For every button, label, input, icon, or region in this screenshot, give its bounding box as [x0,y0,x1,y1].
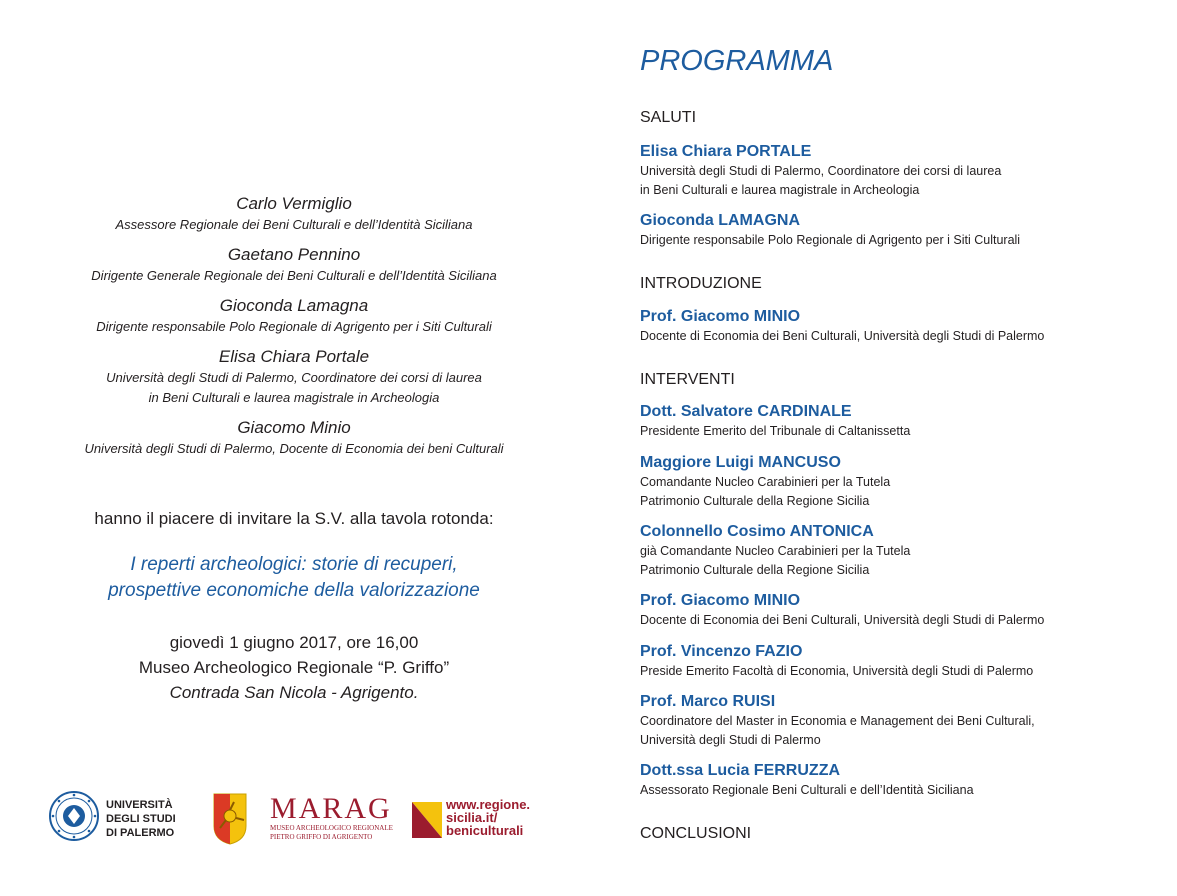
marag-subtitle-line: MUSEO ARCHEOLOGICO REGIONALE [270,824,393,832]
unipa-line: DEGLI STUDI [106,813,176,825]
invitation-panel [0,0,588,896]
marag-wordmark: MARAG [270,792,392,825]
speaker-name: Prof. Marco RUISI [640,693,776,710]
marag-subtitle-line: PIETRO GRIFFO DI AGRIGENTO [270,833,373,841]
host-entry [0,346,588,408]
speaker-role: Università degli Studi di Palermo, Coordinatore dei corsi di laurea [640,164,1002,178]
url-line: sicilia.it/ [446,810,498,825]
speaker-name: Gioconda LAMAGNA [640,212,800,229]
event-title-line: prospettive economiche della valorizzazione [108,580,480,601]
speaker-name: Maggiore Luigi MANCUSO [640,454,841,471]
sponsor-logos [48,790,548,850]
host-role: Università degli Studi di Palermo, Coordinatore dei corsi di laurea [106,370,482,385]
host-name: Giacomo Minio [237,418,351,437]
host-name: Elisa Chiara Portale [218,347,370,366]
marag-logo [270,790,393,846]
speaker-entry [640,761,1160,800]
host-entry [0,417,588,459]
speaker-role: Università degli Studi di Palermo [640,733,821,747]
speaker-entry [640,692,1160,750]
host-entry [0,244,588,286]
beniculturali-logo [410,790,550,846]
host-role: Assessore Regionale dei Beni Culturali e dell’Identità Siciliana [115,217,473,232]
invite-text: hanno il piacere di invitare la S.V. alla tavola rotonda: [94,509,494,528]
speaker-entry [640,142,1160,200]
unipa-line: UNIVERSITÀ [106,799,173,811]
speaker-role: già Comandante Nucleo Carabinieri per la Tutela [640,544,911,558]
beniculturali-flag-icon [410,800,444,840]
unipa-name [106,798,176,840]
event-venue: Museo Archeologico Regionale “P. Griffo” [138,658,450,677]
event-title-line: I reperti archeologici: storie di recuperi, [130,554,458,575]
speaker-entry [640,642,1160,681]
speaker-entry [640,453,1160,511]
section-conclusioni: CONCLUSIONI [640,825,752,842]
speaker-name: Prof. Vincenzo FAZIO [640,643,803,660]
speaker-entry [640,307,1160,346]
speaker-role: Comandante Nucleo Carabinieri per la Tutela [640,475,891,489]
speaker-entry [640,591,1160,630]
speaker-role: Docente di Economia dei Beni Culturali, Università degli Studi di Palermo [640,613,1045,627]
event-place: Contrada San Nicola - Agrigento. [169,683,419,702]
speaker-role: Dirigente responsabile Polo Regionale di Agrigento per i Siti Culturali [640,233,1021,247]
speaker-role: Patrimonio Culturale della Regione Sicilia [640,563,870,577]
host-name: Gaetano Pennino [227,245,361,264]
speaker-role: Patrimonio Culturale della Regione Sicilia [640,494,870,508]
section-saluti: SALUTI [640,109,697,126]
url-line: www.regione. [446,797,531,812]
programma-title: PROGRAMMA [640,45,834,77]
speaker-name: Prof. Giacomo MINIO [640,308,801,325]
unipa-line: DI PALERMO [106,827,175,839]
host-name: Carlo Vermiglio [236,194,352,213]
event-date: giovedì 1 giugno 2017, ore 16,00 [169,633,419,652]
beniculturali-url [446,798,530,837]
host-role: Università degli Studi di Palermo, Docente di Economia dei beni Culturali [84,441,504,456]
event-title [0,552,588,604]
unipa-seal-icon [48,790,100,842]
marag-subtitle [270,824,393,842]
speaker-role: Docente di Economia dei Beni Culturali, Università degli Studi di Palermo [640,329,1045,343]
host-role: Dirigente Generale Regionale dei Beni Culturali e dell’Identità Siciliana [91,268,497,283]
speaker-role: Presidente Emerito del Tribunale di Caltanissetta [640,424,911,438]
speaker-entry [640,211,1160,250]
event-details [0,630,588,705]
speaker-name: Dott.ssa Lucia FERRUZZA [640,762,841,779]
speaker-role: Assessorato Regionale Beni Culturali e dell’Identità Siciliana [640,783,974,797]
speaker-entry [640,522,1160,580]
unipa-logo [48,790,188,846]
speaker-role: Coordinatore del Master in Economia e Management dei Beni Culturali, [640,714,1035,728]
speaker-role: in Beni Culturali e laurea magistrale in Archeologia [640,183,920,197]
section-interventi: INTERVENTI [640,371,735,388]
speaker-name: Colonnello Cosimo ANTONICA [640,523,874,540]
speaker-name: Prof. Giacomo MINIO [640,592,801,609]
speaker-entry [640,402,1160,441]
host-entry [0,193,588,235]
host-list [0,193,588,468]
trinacria-icon [210,790,250,846]
host-role: Dirigente responsabile Polo Regionale di Agrigento per i Siti Culturali [96,319,492,334]
regione-sicilia-crest [210,790,250,846]
speaker-role: Preside Emerito Facoltà di Economia, Università degli Studi di Palermo [640,664,1034,678]
host-role: in Beni Culturali e laurea magistrale in Archeologia [148,390,440,405]
host-name: Gioconda Lamagna [219,296,369,315]
host-entry [0,295,588,337]
url-line: beniculturali [446,823,524,838]
section-introduzione: INTRODUZIONE [640,275,762,292]
speaker-name: Dott. Salvatore CARDINALE [640,403,852,420]
speaker-name: Elisa Chiara PORTALE [640,143,812,160]
